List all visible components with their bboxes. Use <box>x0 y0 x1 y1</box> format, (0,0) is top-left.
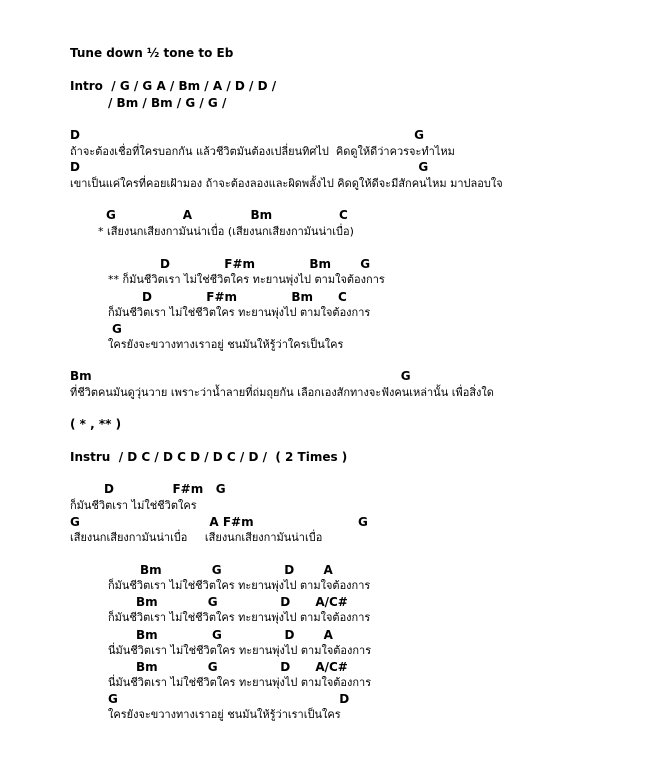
outro-chord-line: D F#m G <box>104 482 226 496</box>
outro-lyric-line: ก็มันชีวิตเรา ไม่ใช่ชีวิตใคร <box>70 499 197 512</box>
bridge-chord-line: Bm G <box>70 369 411 383</box>
chorus-chord-line: D F#m Bm C <box>142 290 347 304</box>
final-chord-line: Bm G D A <box>136 628 333 642</box>
pre-chorus-chord-line: G A Bm C <box>106 208 348 222</box>
final-lyric-line: นี่มันชีวิตเรา ไม่ใช่ชีวิตใคร ทะยานพุ่งไป ตามใจต้องการ <box>108 676 372 689</box>
instrumental-line: Instru / D C / D C D / D C / D / ( 2 Times ) <box>70 450 348 464</box>
final-lyric-line: ใครยังจะขวางทางเราอยู่ ชนมันให้รู้ว่าเราเป็นใคร <box>108 708 341 721</box>
chorus-chord-line: D F#m Bm G <box>160 257 371 271</box>
chorus-chord-line: G <box>112 322 122 336</box>
final-chord-line: Bm G D A/C# <box>136 660 348 674</box>
repeat-marker: ( * , ** ) <box>70 417 122 431</box>
chorus-lyric-line: ใครยังจะขวางทางเราอยู่ ชนมันให้รู้ว่าใครเป็นใคร <box>108 338 344 351</box>
bridge-lyric-line: ที่ชีวิตคนมันดูวุ่นวาย เพราะว่าน้ำลายที่ถ่มถุยกัน เลือกเองสักทางจะฟังคนเหล่านั้น เพื่อสิ่งใด <box>70 386 494 399</box>
tuning-note: Tune down ½ tone to Eb <box>70 46 234 60</box>
verse-chord-line: D G <box>70 128 425 142</box>
chorus-lyric-line: ก็มันชีวิตเรา ไม่ใช่ชีวิตใคร ทะยานพุ่งไป ตามใจต้องการ <box>108 306 371 319</box>
outro-lyric-line: เสียงนกเสียงกามันน่าเบื่อ เสียงนกเสียงกามันน่าเบื่อ <box>70 531 323 544</box>
verse-chord-line: D G <box>70 160 429 174</box>
intro-line-1: Intro / G / G A / Bm / A / D / D / <box>70 79 277 93</box>
verse-lyric-line: เขาเป็นแค่ใครที่คอยเฝ้ามอง ถ้าจะต้องลองและผิดพลั้งไป คิดดูให้ดีจะมีสักคนไหม มาปลอบใจ <box>70 177 503 190</box>
outro-chord-line: G A F#m G <box>70 515 368 529</box>
final-chord-line: G D <box>108 692 350 706</box>
final-chord-line: Bm G D A/C# <box>136 595 348 609</box>
final-lyric-line: ก็มันชีวิตเรา ไม่ใช่ชีวิตใคร ทะยานพุ่งไป ตามใจต้องการ <box>108 611 371 624</box>
final-chord-line: Bm G D A <box>140 563 333 577</box>
final-lyric-line: นี่มันชีวิตเรา ไม่ใช่ชีวิตใคร ทะยานพุ่งไป ตามใจต้องการ <box>108 644 372 657</box>
intro-line-2: / Bm / Bm / G / G / <box>108 96 227 110</box>
final-lyric-line: ก็มันชีวิตเรา ไม่ใช่ชีวิตใคร ทะยานพุ่งไป ตามใจต้องการ <box>108 579 371 592</box>
verse-lyric-line: ถ้าจะต้องเชื่อที่ใครบอกกัน แล้วชีวิตมันต้องเปลี่ยนทิศไป คิดดูให้ดีว่าควรจะทำไหม <box>70 145 455 158</box>
chorus-lyric-line: ** ก็มันชีวิตเรา ไม่ใช่ชีวิตใคร ทะยานพุ่งไป ตามใจต้องการ <box>108 273 385 286</box>
pre-chorus-lyric-line: * เสียงนกเสียงกามันน่าเบื่อ (เสียงนกเสียงกามันน่าเบื่อ) <box>98 225 354 238</box>
